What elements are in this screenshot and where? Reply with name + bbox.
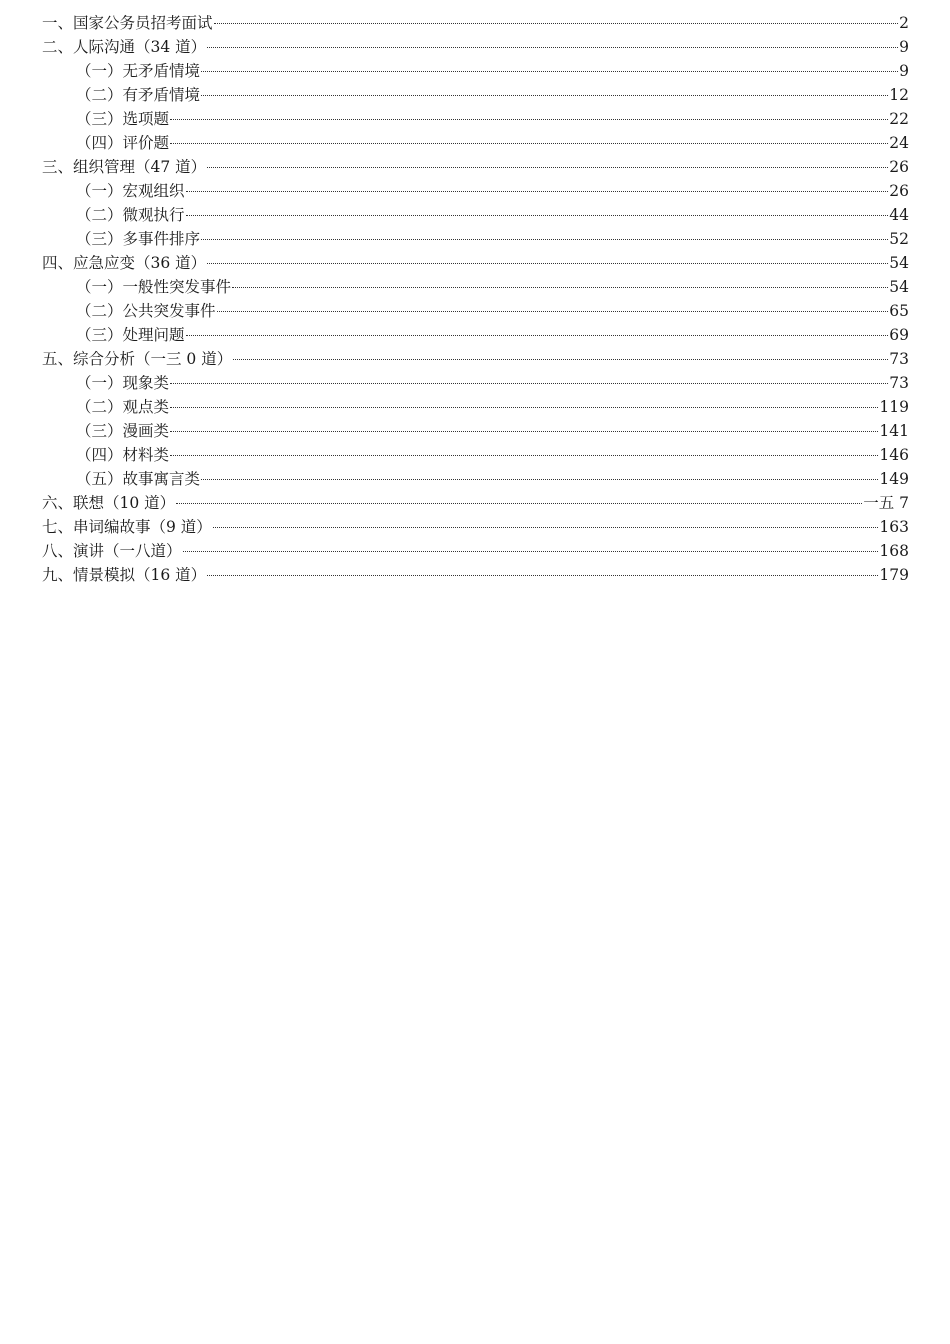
toc-entry-title: （三）选项题 [76, 110, 170, 128]
toc-entry-title: 五、综合分析（一三 0 道） [42, 350, 233, 368]
toc-entry[interactable] [42, 35, 909, 59]
toc-subentry[interactable] [42, 83, 909, 107]
toc-entry-page: 26 [889, 182, 909, 200]
toc-subentry[interactable] [42, 323, 909, 347]
toc-entry-title: （三）多事件排序 [76, 230, 201, 248]
toc-entry-title: （一）宏观组织 [76, 182, 185, 200]
toc-subentry[interactable] [42, 299, 909, 323]
dot-leader [183, 549, 879, 552]
toc-entry-title: 三、组织管理（47 道） [42, 158, 207, 176]
toc-subentry[interactable] [42, 275, 909, 299]
toc-entry-page: 179 [879, 566, 909, 584]
toc-subentry[interactable] [42, 227, 909, 251]
dot-leader [170, 117, 888, 120]
toc-subentry[interactable] [42, 59, 909, 83]
dot-leader [217, 309, 889, 312]
toc-entry-page: 9 [899, 62, 909, 80]
dot-leader [213, 525, 879, 528]
toc-entry-page: 54 [889, 278, 909, 296]
toc-entry[interactable] [42, 11, 909, 35]
toc-subentry[interactable] [42, 395, 909, 419]
toc-entry-title: （四）材料类 [76, 446, 170, 464]
dot-leader [201, 69, 898, 72]
toc-entry[interactable] [42, 251, 909, 275]
toc-entry-page: 65 [889, 302, 909, 320]
toc-entry-title: 四、应急应变（36 道） [42, 254, 207, 272]
toc-entry-title: （三）漫画类 [76, 422, 170, 440]
toc-entry[interactable] [42, 515, 909, 539]
toc-entry-title: （四）评价题 [76, 134, 170, 152]
dot-leader [170, 453, 878, 456]
toc-entry-title: 七、串词编故事（9 道） [42, 518, 212, 536]
dot-leader [201, 93, 888, 96]
dot-leader [176, 501, 862, 504]
toc-entry-title: 二、人际沟通（34 道） [42, 38, 207, 56]
toc-subentry[interactable] [42, 443, 909, 467]
toc-entry-title: （一）一般性突发事件 [76, 278, 232, 296]
toc-entry[interactable] [42, 563, 909, 587]
toc-subentry[interactable] [42, 107, 909, 131]
dot-leader [186, 333, 889, 336]
toc-subentry[interactable] [42, 419, 909, 443]
toc-subentry[interactable] [42, 179, 909, 203]
table-of-contents [42, 11, 909, 587]
dot-leader [170, 141, 888, 144]
toc-subentry[interactable] [42, 131, 909, 155]
toc-entry-page: 146 [879, 446, 909, 464]
toc-entry-title: （五）故事寓言类 [76, 470, 201, 488]
toc-entry-page: 22 [889, 110, 909, 128]
toc-entry-page: 73 [889, 350, 909, 368]
dot-leader [232, 285, 888, 288]
dot-leader [201, 477, 878, 480]
dot-leader [170, 405, 878, 408]
toc-entry-title: 九、情景模拟（16 道） [42, 566, 207, 584]
dot-leader [233, 357, 888, 360]
dot-leader [207, 45, 898, 48]
toc-entry-title: （二）微观执行 [76, 206, 185, 224]
toc-entry-title: （一）现象类 [76, 374, 170, 392]
toc-entry[interactable] [42, 491, 909, 515]
toc-entry-title: （二）有矛盾情境 [76, 86, 201, 104]
toc-entry-page: 163 [879, 518, 909, 536]
toc-entry-page: 12 [889, 86, 909, 104]
toc-entry-page: 149 [879, 470, 909, 488]
toc-entry-page: 44 [889, 206, 909, 224]
toc-entry[interactable] [42, 347, 909, 371]
toc-entry[interactable] [42, 539, 909, 563]
dot-leader [186, 213, 889, 216]
toc-entry-title: （二）观点类 [76, 398, 170, 416]
dot-leader [207, 165, 888, 168]
toc-entry-page: 73 [889, 374, 909, 392]
toc-entry-page: 2 [899, 14, 909, 32]
dot-leader [201, 237, 888, 240]
toc-entry-page: 69 [889, 326, 909, 344]
dot-leader [207, 573, 878, 576]
toc-subentry[interactable] [42, 467, 909, 491]
toc-entry-title: 六、联想（10 道） [42, 494, 176, 512]
toc-entry[interactable] [42, 155, 909, 179]
toc-entry-page: 119 [879, 398, 909, 416]
dot-leader [170, 429, 878, 432]
toc-entry-title: （二）公共突发事件 [76, 302, 216, 320]
toc-entry-page: 141 [879, 422, 909, 440]
toc-subentry[interactable] [42, 371, 909, 395]
dot-leader [207, 261, 888, 264]
dot-leader [170, 381, 888, 384]
dot-leader [214, 21, 899, 24]
toc-entry-page: 168 [879, 542, 909, 560]
toc-entry-page: 26 [889, 158, 909, 176]
toc-entry-title: 八、演讲（一八道） [42, 542, 182, 560]
toc-entry-page: 52 [889, 230, 909, 248]
toc-entry-title: 一、国家公务员招考面试 [42, 14, 213, 32]
toc-entry-page: 24 [889, 134, 909, 152]
toc-entry-title: （一）无矛盾情境 [76, 62, 201, 80]
toc-entry-page: 9 [899, 38, 909, 56]
toc-entry-title: （三）处理问题 [76, 326, 185, 344]
toc-entry-page: 一五 7 [863, 494, 909, 512]
dot-leader [186, 189, 889, 192]
toc-subentry[interactable] [42, 203, 909, 227]
toc-entry-page: 54 [889, 254, 909, 272]
